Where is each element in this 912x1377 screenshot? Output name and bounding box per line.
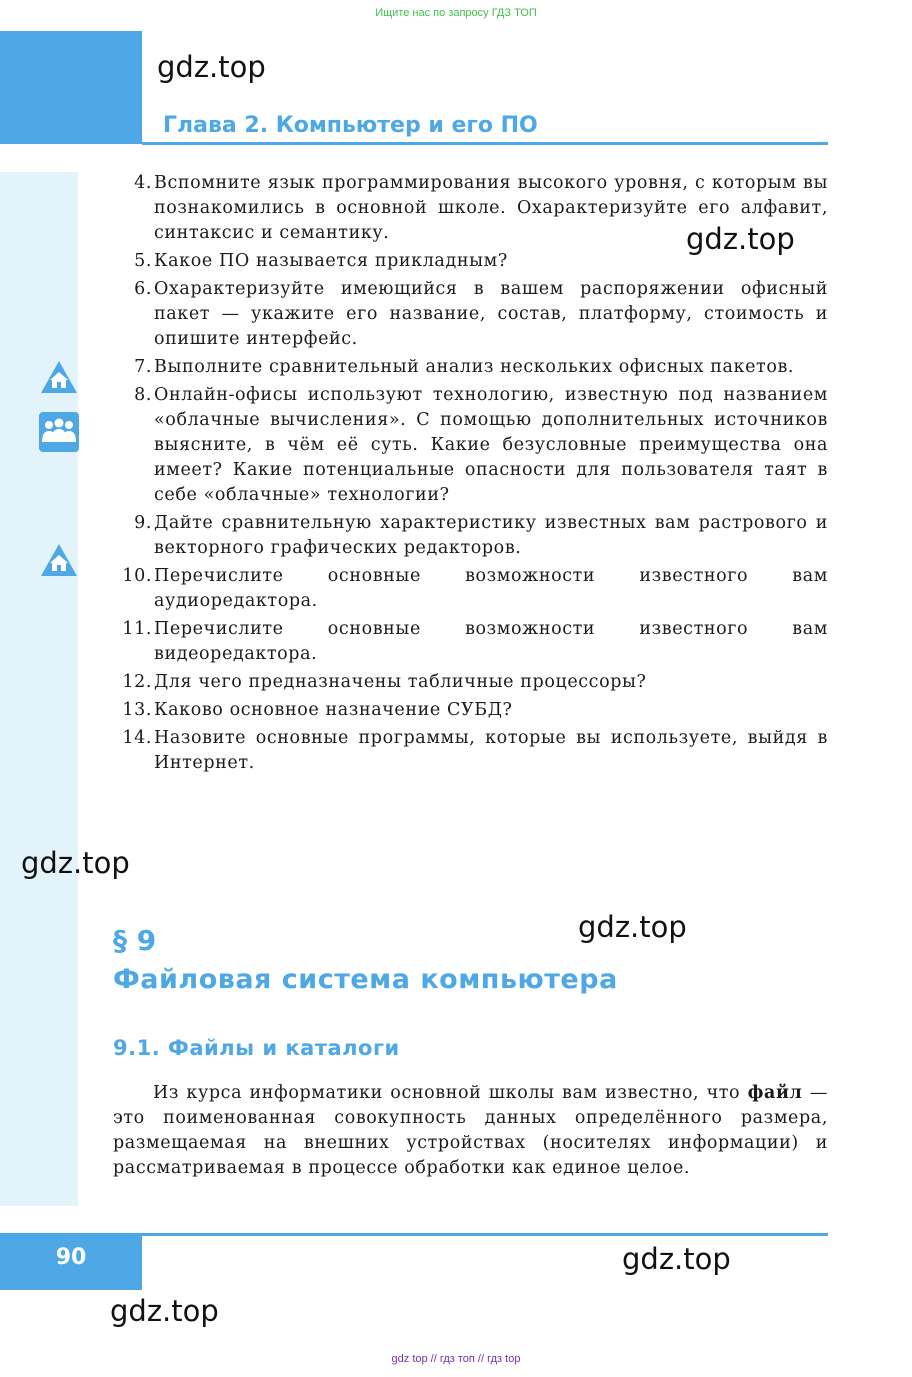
watermark: gdz.top	[157, 50, 266, 84]
watermark: gdz.top	[110, 1294, 219, 1328]
watermark: gdz.top	[686, 222, 795, 256]
question-item: 11. Перечислите основные возможности известного вам видеоредактора.	[122, 619, 828, 664]
question-item: 12. Для чего предназначены табличные процессоры?	[122, 672, 647, 692]
term-file: файл	[747, 1083, 803, 1103]
watermark: gdz.top	[622, 1242, 731, 1276]
home-task-icon	[39, 542, 79, 578]
question-item: 6. Охарактеризуйте имеющийся в вашем распоряжении офисный пакет — укажите его название, состав, платформу, стоимость и опишите интерфейс.	[134, 279, 828, 349]
question-item: 13. Каково основное назначение СУБД?	[122, 700, 513, 720]
footer-rule	[142, 1233, 828, 1236]
bottom-note: gdz top // гдз топ // гдз top	[391, 1353, 521, 1365]
question-item: 5. Какое ПО называется прикладным?	[134, 251, 508, 271]
body-paragraph: Из курса информатики основной школы вам известно, что файл — это поименованная совокупность данных определённого размера, размещаемая на внешних устройствах (носителях информации) и рассматриваемая в процессе обработки как единое целое.	[113, 1083, 828, 1178]
chapter-title: Глава 2. Компьютер и его ПО	[163, 113, 538, 138]
side-margin-strip	[0, 172, 78, 1206]
question-item: 8. Онлайн-офисы используют технологию, известную под названием «облачные вычисления». С помощью дополнительных источников выясните, в чём её суть. Какие безусловные преимущества она имеет? Какие потенциальные опасности для пользователя таят в себе «облачные» технологии?	[134, 385, 828, 505]
page-number: 90	[55, 1245, 87, 1270]
top-note: Ищите нас по запросу ГДЗ ТОП	[375, 7, 537, 19]
home-task-icon	[39, 359, 79, 395]
header-rule	[142, 142, 828, 145]
section-title: Файловая система компьютера	[113, 964, 618, 995]
header-block	[0, 31, 142, 144]
section-number: § 9	[113, 924, 157, 957]
question-item: 4. Вспомните язык программирования высокого уровня, с которым вы познакомились в основной школе. Охарактеризуйте его алфавит, синтаксис и семантику.	[134, 173, 828, 243]
subsection-title: 9.1. Файлы и каталоги	[113, 1036, 400, 1060]
question-item: 14. Назовите основные программы, которые вы используете, выйдя в Интернет.	[122, 728, 828, 773]
question-list	[112, 171, 828, 779]
watermark: gdz.top	[578, 910, 687, 944]
question-item: 10. Перечислите основные возможности известного вам аудиоредактора.	[122, 566, 828, 611]
question-item: 7. Выполните сравнительный анализ нескольких офисных пакетов.	[134, 357, 795, 377]
group-work-icon	[39, 412, 79, 452]
question-item: 9. Дайте сравнительную характеристику известных вам растрового и векторного графических редакторов.	[134, 513, 828, 558]
watermark: gdz.top	[21, 846, 130, 880]
